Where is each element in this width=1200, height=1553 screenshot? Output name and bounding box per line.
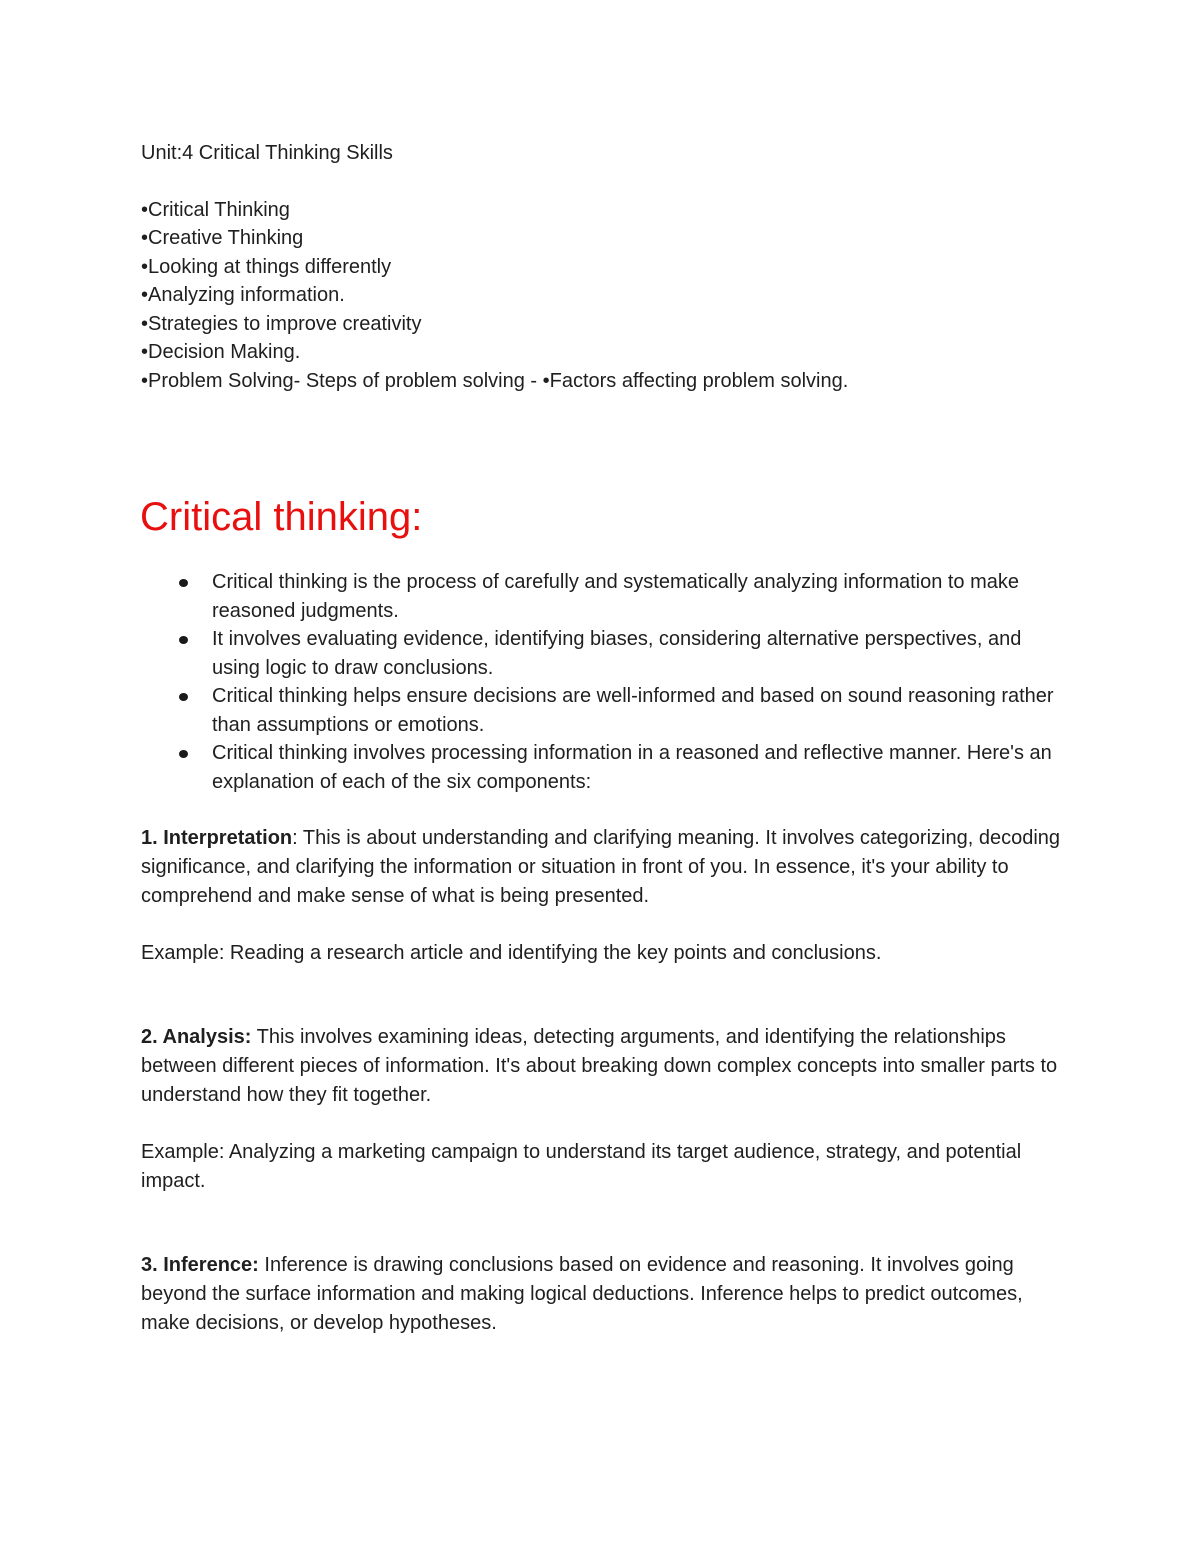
bullet-item	[141, 568, 1071, 625]
topic-item: •Critical Thinking	[141, 198, 290, 221]
bullet-text: Critical thinking helps ensure decisions are well-informed and based on sound reasoning rather than assumptions or emotions.	[212, 685, 1054, 736]
section-heading: Critical thinking:	[140, 495, 423, 539]
topic-item: •Looking at things differently	[141, 255, 392, 278]
topic-item: •Decision Making.	[141, 341, 301, 363]
bullet-text: Critical thinking involves processing information in a reasoned and reflective manner. Here's an explanation of each of the six components:	[212, 742, 1052, 793]
component-example: Example: Reading a research article and identifying the key points and conclusions.	[141, 942, 882, 964]
component-label: 2. Analysis:	[141, 1026, 252, 1048]
topic-item: •Strategies to improve creativity	[141, 312, 422, 335]
bullet-dot-icon	[179, 636, 188, 644]
bullet-item	[141, 682, 1071, 739]
topic-list	[141, 196, 1071, 396]
unit-title: Unit:4 Critical Thinking Skills	[141, 142, 393, 164]
component-label: 3. Inference:	[141, 1254, 259, 1276]
topic-item: •Analyzing information.	[141, 284, 345, 306]
topic-item: •Creative Thinking	[141, 227, 304, 249]
component-analysis	[141, 1023, 1071, 1110]
bullet-item	[141, 625, 1071, 682]
component-example: Example: Analyzing a marketing campaign to understand its target audience, strategy, and potential impact.	[141, 1141, 1022, 1192]
component-label: 1. Interpretation	[141, 827, 293, 849]
bullet-text: It involves evaluating evidence, identifying biases, considering alternative perspectives, and using logic to draw conclusions.	[212, 628, 1022, 679]
bullet-item	[141, 739, 1071, 796]
bullet-list	[141, 568, 1071, 796]
component-text: This involves examining ideas, detecting arguments, and identifying the relationships between different pieces of information. It's about breaking down complex concepts into smaller parts to understand how they fit together.	[141, 1026, 1058, 1106]
component-text: Inference is drawing conclusions based on evidence and reasoning. It involves going beyond the surface information and making logical deductions. Inference helps to predict outcomes, make decisions, or develop hypotheses.	[141, 1254, 1023, 1334]
bullet-dot-icon	[179, 693, 188, 701]
bullet-dot-icon	[179, 579, 188, 587]
topic-item: •Problem Solving- Steps of problem solving - •Factors affecting problem solving.	[141, 369, 849, 392]
component-inference	[141, 1251, 1071, 1338]
bullet-text: Critical thinking is the process of carefully and systematically analyzing information to make reasoned judgments.	[212, 571, 1020, 622]
bullet-dot-icon	[179, 750, 188, 758]
component-text: : This is about understanding and clarifying meaning. It involves categorizing, decoding significance, and clarifying the information or situation in front of you. In essence, it's your ability to comprehend and make sense of what is being presented.	[141, 827, 1061, 907]
component-interpretation	[141, 824, 1071, 911]
document-page	[141, 139, 1071, 1338]
